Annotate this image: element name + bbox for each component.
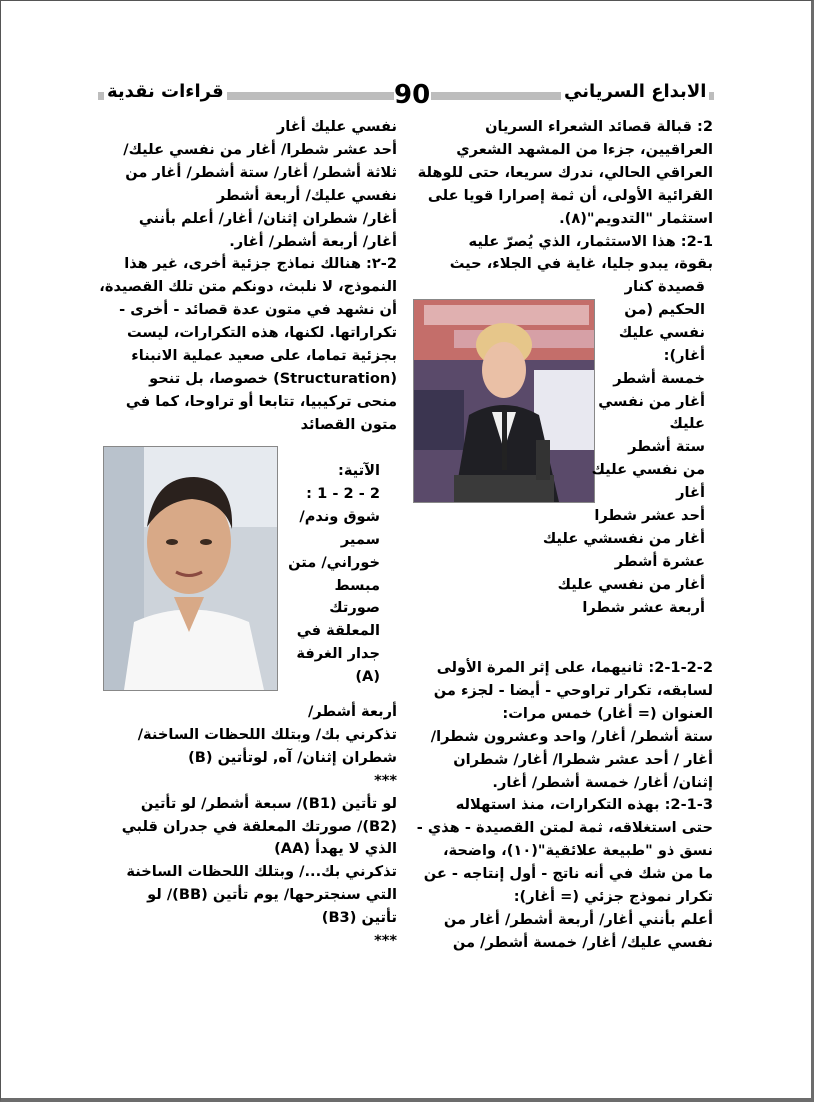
text-line: (B2)/ صورتك المعلقة في جدران قلبي	[121, 817, 397, 835]
text-line: بقوة، يبدو جليا، غاية في الجلاء، حيث	[449, 255, 713, 273]
text-line: الذي لا يهدأ (AA)	[274, 840, 397, 858]
text-line: أغار):	[663, 346, 705, 364]
text-line: (Structuration) خصوصا، بل تنحو	[149, 369, 397, 387]
text-line: نفسي عليك/ أغار/ خمسة أشطر/ من	[452, 933, 713, 951]
text-line: خوراني/ متن	[288, 553, 380, 571]
text-line: 2-1-2-2: ثانيهما، على إثر المرة الأولى	[436, 659, 713, 676]
text-line: العراقي الحالي، ندرك سريعا، حتى للوهلة	[417, 163, 713, 181]
text-line: أربعة أشطر/	[307, 703, 397, 720]
text-line: القرائية الأولى، أن ثمة إصرارا قويا على	[427, 186, 713, 204]
text-line: 2 - 2 - 1 :	[306, 484, 380, 502]
text-line: تذكرني بك/ وبتلك اللحظات الساخنة/	[137, 725, 397, 743]
text-line: سمير	[340, 530, 380, 548]
text-line: 2-1-3: بهذه التكرارات، منذ استهلاله	[455, 796, 713, 814]
text-line: حتى استغلاقه، ثمة لمتن القصيدة - هذي -	[416, 819, 713, 837]
text-line: أحد عشر شطرا/ أغار من نفسي عليك/	[123, 140, 397, 158]
text-line: عشرة أشطر	[614, 552, 705, 570]
text-line: أغار من نفسشي عليك	[542, 529, 705, 547]
text-line: إثنان/ أغار/ خمسة أشطر/ أغار.	[492, 773, 713, 791]
text-line: أغار/ شطران إثنان/ أغار/ أعلم بأنني	[138, 209, 397, 227]
text-line: أغار	[676, 484, 705, 502]
woman-speaker-photo	[413, 299, 595, 503]
text-line: ما من شك في أنه ناتج - أول إنتاجه - عن	[423, 865, 713, 883]
text-line: ***	[374, 771, 397, 789]
section-title: قراءات نقدية	[104, 79, 227, 105]
text-line: تذكرني بك.../ وبتلك اللحظات الساخنة	[126, 863, 397, 881]
text-line: الحكيم (من	[624, 300, 705, 318]
text-line: الآتية:	[338, 462, 380, 479]
text-line: نفسي عليك أغار	[276, 118, 397, 135]
magazine-title: الابداع السرياني	[561, 79, 709, 105]
left-column-bottom	[99, 701, 397, 953]
text-line: متون القصائد	[300, 415, 397, 433]
text-line: أعلم بأنني أغار/ أربعة أشطر/ أغار من	[443, 910, 713, 928]
text-line: صورتك	[329, 599, 380, 617]
text-line: أربعة عشر شطرا	[582, 598, 705, 616]
page-number: 90	[394, 80, 431, 110]
man-portrait-photo	[103, 446, 278, 691]
text-line: خمسة أشطر	[613, 369, 705, 387]
text-line: عليك	[669, 415, 705, 433]
text-line: قصيدة كنار	[624, 278, 705, 295]
text-line: أغار / أحد عشر شطرا/ أغار/ شطران	[453, 750, 713, 768]
text-line: التي سنجترحها/ يوم تأتين (BB)/ لو	[147, 886, 397, 904]
text-line: تكرار نموذج جزئي (= أغار):	[513, 888, 713, 906]
text-line: ***	[374, 932, 397, 950]
text-line: ثلاثة أشطر/ أغار/ ستة أشطر/ أغار من	[125, 163, 397, 181]
text-line: نسق ذو "طبيعة علائقية"(١٠)، واضحة،	[443, 842, 713, 860]
text-line: منحى تركيبيا، تتابعا أو تراوحا، كما في	[125, 392, 397, 410]
text-line: جدار الغرفة	[296, 645, 380, 663]
text-line: 2-٢: هنالك نماذج جزئية أخرى، غير هذا	[124, 255, 397, 273]
text-line: أغار/ أربعة أشطر/ أغار.	[229, 232, 397, 250]
text-line: النموذج، لا نلبث، دونكم متن تلك القصيدة،	[99, 278, 397, 296]
left-column-top	[99, 116, 397, 437]
text-line: شوق وندم/	[299, 507, 380, 525]
text-line: أن نشهد في متون عدة قصائد - أخرى -	[119, 301, 397, 319]
text-line: أحد عشر شطرا	[594, 507, 705, 524]
text-line: تكراراتها. لكنها، هذه التكرارات، ليست	[126, 324, 397, 342]
text-line: من نفسي عليك	[591, 461, 705, 479]
text-line: أغار من نفسي	[598, 392, 705, 410]
text-line: نفسي عليك/ أربعة أشطر	[216, 186, 397, 204]
text-line: 2: قبالة قصائد الشعراء السريان	[485, 118, 713, 135]
text-line: ستة أشطر/ أغار/ واحد وعشرون شطرا/	[430, 727, 713, 745]
text-line: العراقيين، جزءا من المشهد الشعري	[456, 140, 713, 158]
text-line: أغار من نفسي عليك	[557, 575, 705, 593]
text-line: شطران إثنان/ آه, لوتأتين (B)	[188, 748, 397, 766]
text-line: ستة أشطر	[628, 438, 705, 456]
right-column-top	[413, 116, 713, 276]
text-line: العنوان (= أغار) خمس مرات:	[502, 704, 713, 722]
text-line: مبسط	[334, 576, 380, 594]
text-line: تأتين (B3)	[321, 909, 397, 927]
text-line: المعلقة في	[296, 622, 380, 640]
text-line: استثمار "التدويم"(٨).	[559, 209, 713, 227]
text-line: لو تأتين (B1)/ سبعة أشطر/ لو تأتين	[140, 794, 397, 812]
text-line: لسابقه، تكرار تراوحي - أيضا - لجزء من	[433, 681, 713, 699]
text-line: 2-1: هذا الاستثمار، الذي يُصرّ عليه	[468, 232, 713, 250]
text-line: (A)	[355, 668, 380, 686]
text-line: بجزئية تماما، على صعيد عملية الانبناء	[131, 347, 397, 365]
text-line: نفسي عليك	[618, 323, 705, 341]
right-column-bottom	[413, 657, 713, 955]
